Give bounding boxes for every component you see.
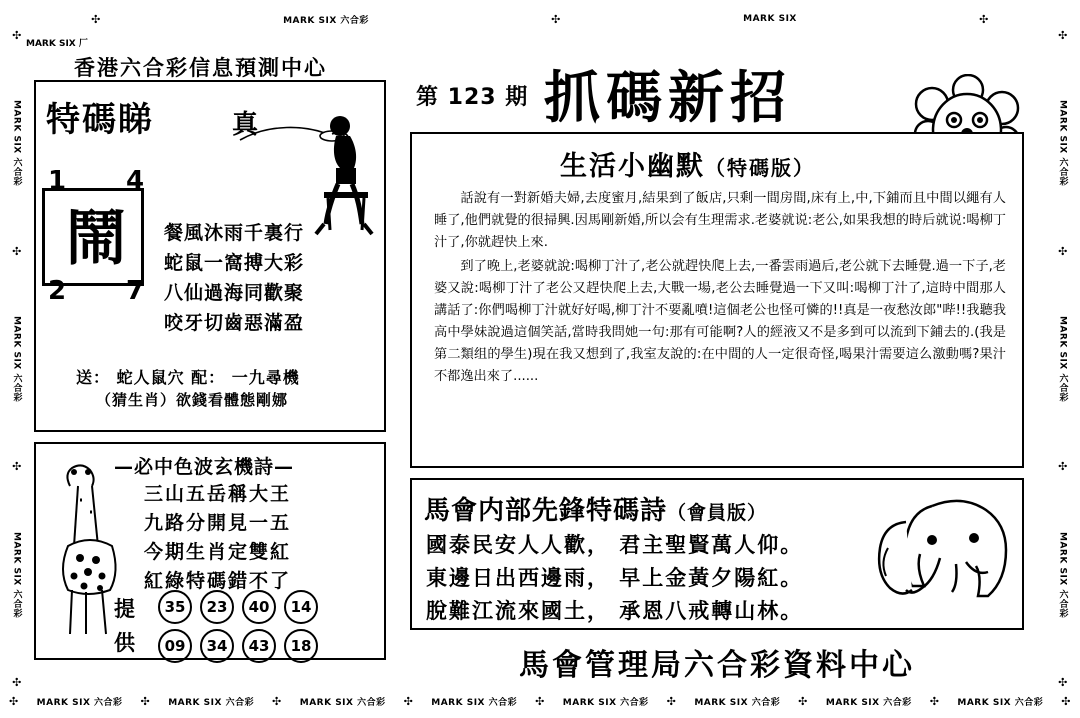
number-1: 1 [48,166,67,196]
poem-line: 三山五岳稱大王 [144,483,292,505]
border-label: MARK SIX 六合彩 [11,100,22,187]
left-column [34,52,386,660]
border-label: MARK SIX [743,14,797,24]
gift-line: 送： 蛇人鼠穴 配： 一九尋機 [76,368,300,387]
flower-icon: ✣ [1058,28,1068,42]
lucky-ball: 09 [158,629,192,663]
border-label: MARK SIX 六合彩 [562,697,649,708]
border-strip-left [4,0,30,718]
poem-lines [144,480,291,596]
flower-icon: ✣ [551,12,561,26]
lucky-ball: 35 [158,590,192,624]
gift-line-2: （猜生肖）欲錢看體態剛娜 [96,391,289,409]
flower-icon: ✣ [1061,694,1071,708]
poem-line: 紅綠特碼錯不了 [144,570,292,592]
poem-title: —必中色波玄機詩— [114,456,295,478]
provide-char: 供 [114,631,137,655]
flower-icon: ✣ [666,694,677,708]
number-4: 4 [126,166,145,196]
border-strip-right [1050,0,1076,718]
lucky-ball: 18 [284,629,318,663]
verse-block [164,218,304,338]
color-wave-poem-panel [34,442,386,660]
flower-icon: ✣ [91,12,101,26]
flower-icon: ✣ [979,12,989,26]
verse-line: 咬牙切齒惡滿盈 [164,312,305,334]
border-label: MARK SIX 六合彩 [1057,531,1068,618]
insider-poem-panel [410,478,1024,630]
big-char: 鬧 [66,204,126,274]
border-label: MARK SIX 六合彩 [1057,100,1068,187]
tema-title: 特碼睇 [46,100,154,140]
border-label: MARK SIX 六合彩 [36,697,123,708]
humor-paragraph: 到了晚上,老婆就說:喝柳丁汁了,老公就趕快爬上去,一番雲雨過后,老公就下去睡覺.過一下子,老婆又說:喝柳丁汁了老公又趕快爬上去,大戰一場,老公去睡覺過一下又叫:喝柳丁汁了,這時中間那人講話了:你們喝柳丁汁就好好喝,柳丁汁不要亂噴!這個老公也怪可憐的!!真是一夜愁汝郎"哔!!我聽我高中學妹說過這個笑話,當時我問她一句:那有可能啊?人的經液又不是多到可以流到下鋪去的.(我是第二類组的學生)現在我又想到了,我室友說的:在中間的人一定很奇怪,喝果汁需要這么激動嗎?果汁不都逸出來了...... [434,259,1006,384]
humor-title-main: 生活小幽默 [560,151,705,182]
flower-icon: ✣ [1058,460,1068,474]
provide-label [114,592,137,660]
flower-icon: ✣ [8,694,19,708]
number-7: 7 [126,276,145,306]
insider-poem-line: 脫難江流來國土， 承恩八戒轉山林。 [426,598,804,623]
poem-line: 九路分開見一五 [144,512,292,534]
flower-icon: ✣ [1058,676,1068,690]
tema-subtitle: 真 [232,110,259,140]
flower-icon: ✣ [929,694,940,708]
poem-line: 今期生肖定雙紅 [144,541,292,563]
verse-line: 蛇鼠一窩搏大彩 [164,252,305,274]
flower-icon: ✣ [12,460,22,474]
flower-icon: ✣ [1058,244,1068,258]
flower-icon: ✣ [272,694,282,708]
insider-poem-lines [426,528,803,627]
border-label: MARK SIX 六合彩 [299,697,386,708]
humor-panel [410,132,1024,468]
border-label: MARK SIX 六合彩 [168,697,255,708]
flower-icon: ✣ [535,694,545,708]
border-label: MARK SIX 六合彩 [957,697,1044,708]
ball-row [158,590,318,624]
border-label: MARK SIX 六合彩 [283,15,369,26]
flower-icon: ✣ [12,244,22,258]
provide-char: 提 [114,597,137,621]
border-label: MARK SIX 六合彩 [431,697,518,708]
ball-row [158,629,318,663]
tema-panel [34,80,386,432]
lucky-ball: 40 [242,590,276,624]
insider-poem-title-main: 馬會内部先鋒特碼詩 [424,496,668,526]
lucky-numbers [158,590,318,668]
insider-poem-title [424,490,767,527]
lucky-ball: 34 [200,629,234,663]
insider-poem-line: 東邊日出西邊雨， 早上金黃夕陽紅。 [426,565,804,590]
site-title: 香港六合彩信息預測中心 [74,56,327,80]
border-label: MARK SIX 六合彩 [825,697,912,708]
flower-icon: ✣ [12,28,22,42]
border-label: MARK SIX 六合彩 [11,316,22,402]
verse-line: 八仙過海同歡聚 [164,282,305,304]
humor-title-version: （特碼版） [705,156,815,180]
border-strip-top [0,8,1080,30]
lucky-ball: 23 [200,590,234,624]
border-strip-bottom [0,690,1080,712]
flower-icon: ✣ [403,694,414,708]
right-column [404,48,1024,683]
number-2: 2 [48,276,67,306]
issue-number: 第 123 期 [416,85,529,110]
corner-label: MARK SIX 厂 [26,39,88,49]
lucky-ball: 14 [284,590,318,624]
elephant-illustration [870,488,1020,628]
humor-body [434,188,1006,390]
footer-title: 馬會管理局六合彩資料中心 [519,648,915,683]
insider-poem-version: （會員版） [667,502,768,524]
humor-paragraph: 話說有一對新婚夫婦,去度蜜月,結果到了飯店,只剩一間房間,床有上,中,下鋪而且中間以繩有人睡了,他們就覺的很掃興.因馬剛新婚,所以会有生理需求.老婆就说:老公,如果我想的時后就说:喝柳丁汁了,你就趕快上來. [434,191,1006,250]
flower-icon: ✣ [798,694,808,708]
lucky-ball: 43 [242,629,276,663]
border-label: MARK SIX 六合彩 [11,531,22,618]
flower-icon: ✣ [12,676,22,690]
flower-icon: ✣ [140,694,151,708]
border-label: MARK SIX 六合彩 [694,697,781,708]
humor-title [560,144,815,183]
border-label: MARK SIX 六合彩 [1057,316,1068,402]
insider-poem-line: 國泰民安人人歡， 君主聖賢萬人仰。 [426,532,804,557]
headline-title: 抓碼新招 [544,65,792,131]
verse-line: 餐風沐雨千裏行 [164,222,305,244]
